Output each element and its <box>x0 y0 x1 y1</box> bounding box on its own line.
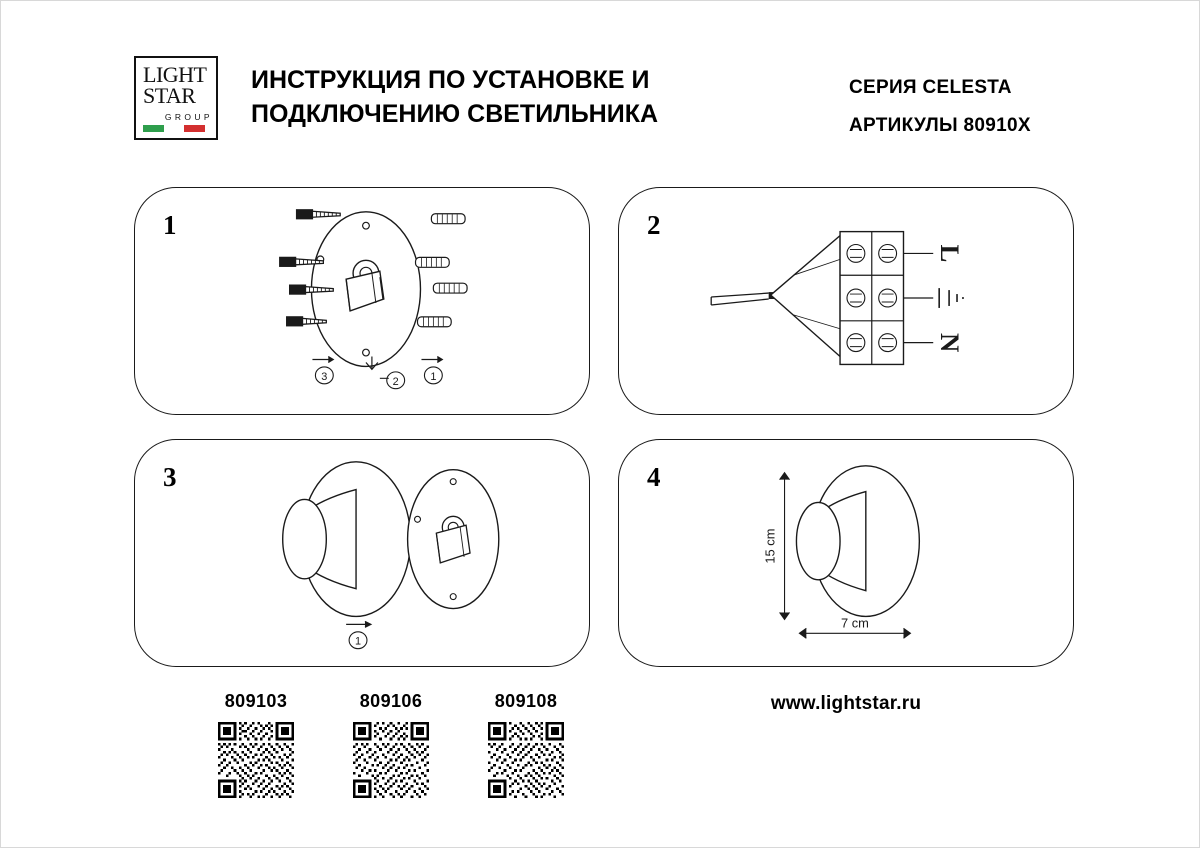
step-panel-2 <box>618 187 1074 415</box>
step-1-diagram <box>135 188 589 414</box>
code-item <box>324 691 458 798</box>
step-number: 4 <box>647 462 661 492</box>
product-codes <box>134 691 594 811</box>
terminal-symbol-l: L <box>934 244 965 263</box>
series-label: СЕРИЯ CELESTA <box>849 77 1012 98</box>
qr-code-icon <box>218 722 294 798</box>
code-item <box>189 691 323 798</box>
terminal-symbol-n: N <box>934 332 965 353</box>
svg-text:1: 1 <box>355 635 362 648</box>
page-title: ИНСТРУКЦИЯ ПО УСТАНОВКЕ И ПОДКЛЮЧЕНИЮ СВЕТИЛЬНИКА <box>251 66 659 128</box>
step-3-diagram <box>135 440 589 666</box>
code-label: 809108 <box>494 691 558 711</box>
step-2-diagram <box>619 188 1073 414</box>
series-block <box>849 69 1169 145</box>
code-label: 809103 <box>224 691 288 711</box>
dimension-height: 15 cm <box>762 528 778 564</box>
step-panel-4 <box>618 439 1074 667</box>
step-panel-1 <box>134 187 590 415</box>
italy-flag-icon <box>143 125 205 132</box>
code-label: 809106 <box>359 691 423 711</box>
svg-text:2: 2 <box>392 375 399 388</box>
step-4-diagram <box>619 440 1073 666</box>
step-number: 2 <box>647 210 661 240</box>
page-header <box>1 49 1200 149</box>
earth-symbol <box>939 288 963 308</box>
brand-logo <box>134 56 218 140</box>
step-panel-3 <box>134 439 590 667</box>
qr-code-icon <box>353 722 429 798</box>
code-item <box>459 691 593 798</box>
logo-line-1: LIGHT <box>143 62 207 87</box>
svg-text:3: 3 <box>321 370 328 383</box>
qr-code-icon <box>488 722 564 798</box>
articles-label: АРТИКУЛЫ 80910Х <box>849 115 1031 136</box>
logo-group-text: G R O U P <box>164 112 210 122</box>
svg-text:1: 1 <box>430 370 437 383</box>
logo-line-2: STAR <box>143 83 196 108</box>
dimension-width: 7 cm <box>840 615 869 631</box>
website-url[interactable]: www.lightstar.ru <box>770 693 922 714</box>
step-number: 3 <box>163 462 177 492</box>
step-number: 1 <box>163 210 177 240</box>
